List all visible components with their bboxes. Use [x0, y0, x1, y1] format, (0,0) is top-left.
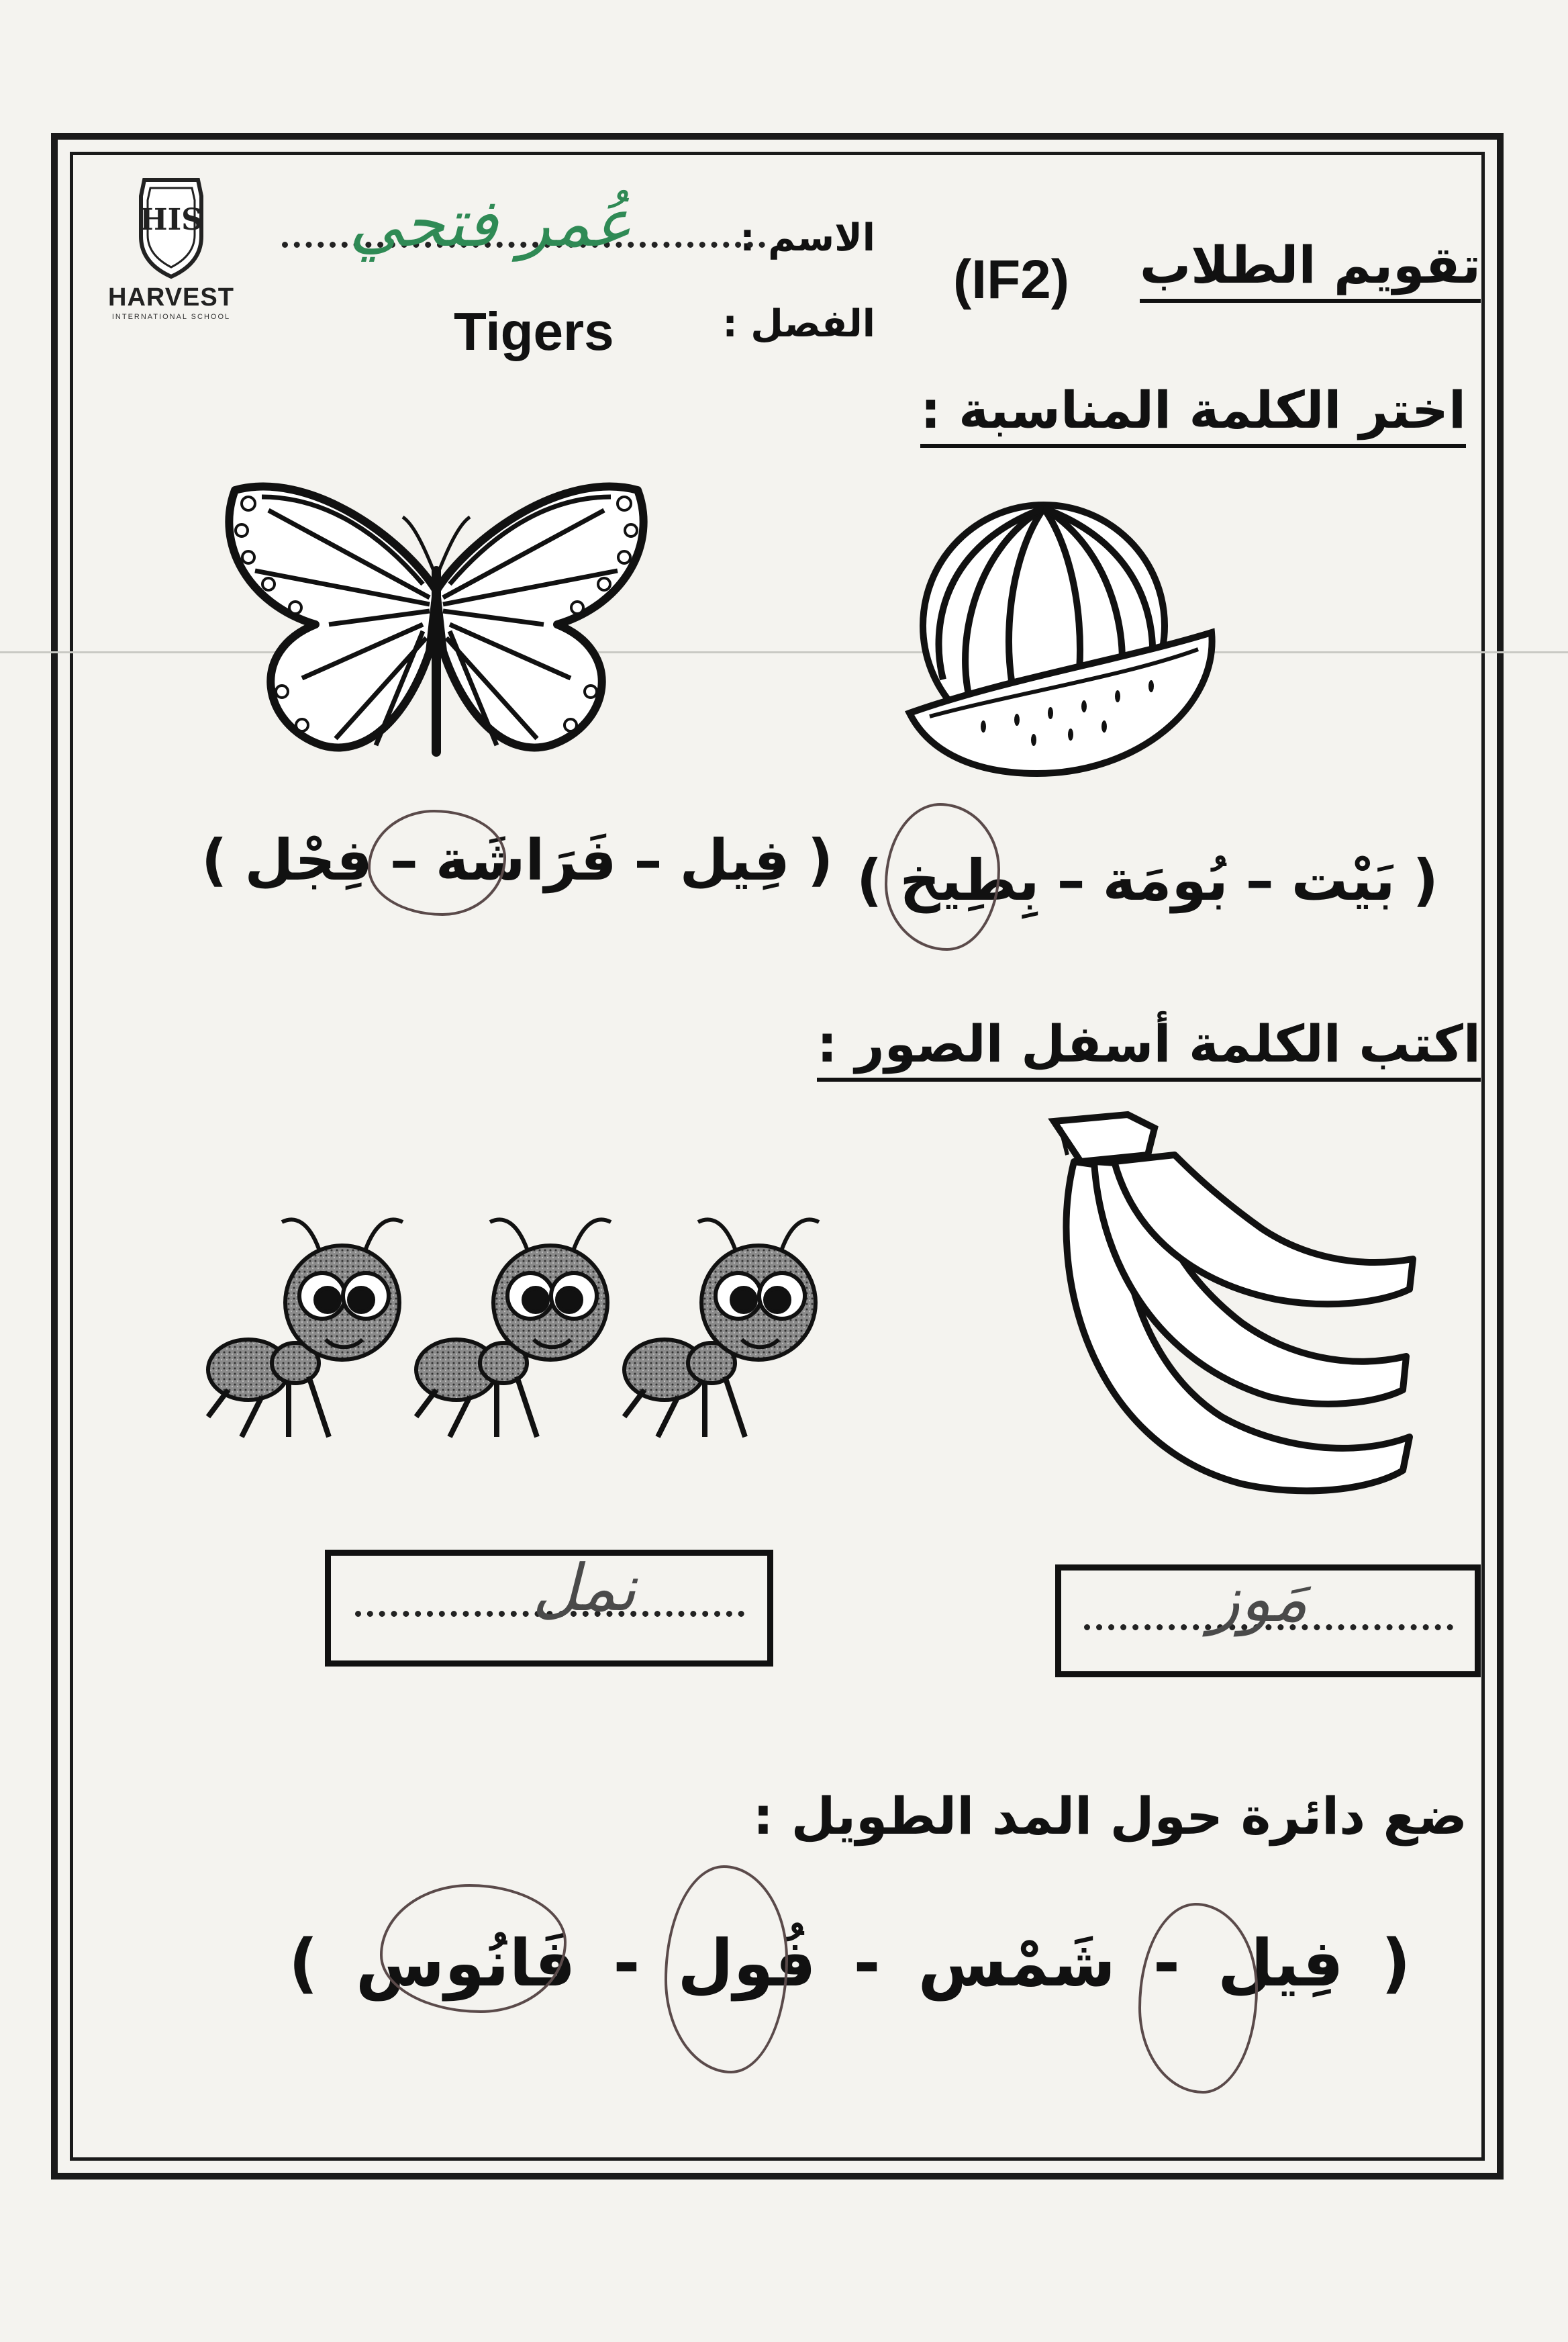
- choice-word[interactable]: فِجْل: [244, 827, 373, 893]
- section2-title: اكتب الكلمة أسفل الصور :: [817, 1014, 1481, 1082]
- answer-ants-handwritten: نمل: [532, 1550, 636, 1626]
- student-name-handwritten: عُمر فتحي: [349, 185, 632, 262]
- answer-box-bananas[interactable]: [1055, 1561, 1481, 1677]
- choices-watermelon: ( بَيْت – بُومَة – بِطِيخ ): [856, 847, 1438, 913]
- word[interactable]: شَمْس: [918, 1926, 1116, 2001]
- page-title: تقويم الطلاب: [1140, 235, 1481, 303]
- class-value: Tigers: [454, 301, 614, 361]
- open-paren: (: [807, 827, 834, 893]
- answer-box-ants[interactable]: [325, 1550, 773, 1667]
- school-logo: [101, 176, 242, 330]
- long-vowel-choices: ( فِيل - شَمْس - فُول - فَانُوس ): [289, 1926, 1411, 2001]
- answer-circle-watermelon: [885, 803, 1000, 951]
- choices-butterfly: ( فِيل – فَرَاشَة – فِجْل ): [201, 827, 834, 893]
- answer-circle-fil: [1138, 1903, 1258, 2094]
- level-code: (IF2): [953, 249, 1070, 310]
- close-paren: ): [289, 1926, 318, 2001]
- word-circled[interactable]: فُول: [677, 1926, 816, 2001]
- answer-circle-fool: [665, 1865, 788, 2073]
- watermelon-picture: [903, 491, 1218, 787]
- bananas-picture: [1020, 1108, 1450, 1524]
- choice-word-circled[interactable]: فَرَاشَة: [435, 827, 617, 893]
- logo-name: HARVEST: [108, 283, 234, 312]
- logo-monogram: HIS: [140, 203, 203, 237]
- open-paren: (: [1412, 847, 1438, 913]
- word-circled[interactable]: فِيل: [1217, 1926, 1344, 2001]
- close-paren: ): [201, 827, 228, 893]
- class-label: الفصل :: [722, 302, 875, 346]
- answer-circle-butterfly: [368, 810, 506, 916]
- name-label: الاسم :: [740, 216, 875, 260]
- answer-circle-fanoos: [380, 1884, 567, 2013]
- logo-tagline: INTERNATIONAL SCHOOL: [111, 313, 231, 321]
- answer-bananas-handwritten: مَوز: [1209, 1561, 1308, 1636]
- section1-title: اختر الكلمة المناسبة :: [920, 380, 1466, 448]
- choice-word-circled[interactable]: بِطِيخ: [899, 847, 1040, 913]
- word-circled[interactable]: فَانُوس: [355, 1926, 576, 2001]
- choice-word[interactable]: بُومَة: [1102, 847, 1228, 913]
- choice-word[interactable]: فِيل: [679, 827, 790, 893]
- butterfly-picture: [208, 457, 665, 792]
- ants-picture: [201, 1195, 832, 1464]
- close-paren: ): [856, 847, 883, 913]
- section3-title: ضع دائرة حول المد الطويل :: [752, 1786, 1467, 1846]
- open-paren: (: [1381, 1926, 1411, 2001]
- choice-word[interactable]: بَيْت: [1291, 847, 1395, 913]
